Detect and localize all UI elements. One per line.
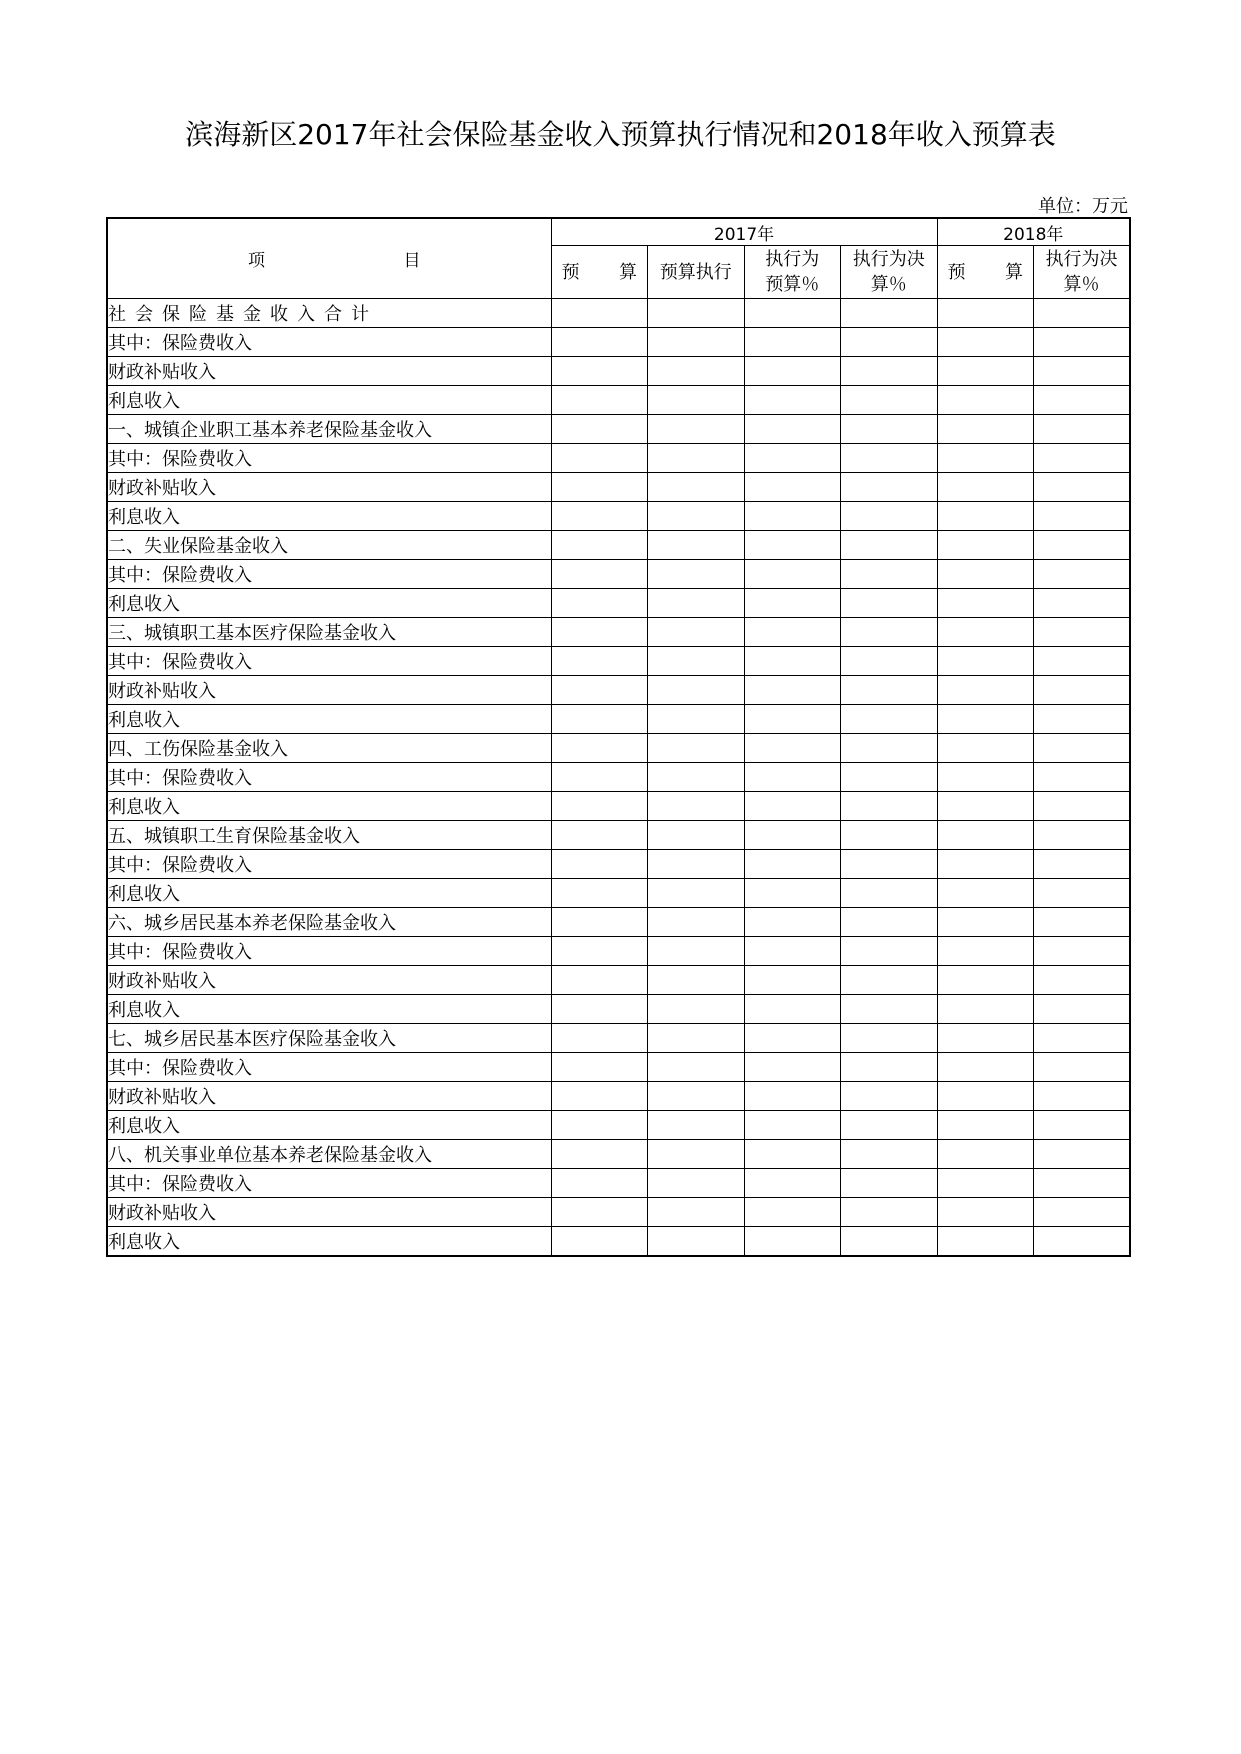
value-cell — [937, 879, 1034, 908]
value-cell — [1034, 1227, 1131, 1256]
row-label: 其中：保险费收入 — [107, 850, 551, 879]
row-label: 其中：保险费收入 — [107, 763, 551, 792]
row-label: 六、城乡居民基本养老保险基金收入 — [107, 908, 551, 937]
table-row — [107, 676, 1130, 705]
value-cell — [937, 618, 1034, 647]
value-cell — [551, 531, 648, 560]
row-label: 社会保险基金收入合计 — [107, 299, 551, 328]
value-cell — [551, 879, 648, 908]
value-cell — [1034, 908, 1131, 937]
value-cell — [744, 357, 841, 386]
value-cell — [744, 1053, 841, 1082]
table-row — [107, 531, 1130, 560]
value-cell — [744, 792, 841, 821]
value-cell — [937, 908, 1034, 937]
value-cell — [841, 647, 938, 676]
row-label: 其中：保险费收入 — [107, 560, 551, 589]
value-cell — [841, 1053, 938, 1082]
value-cell — [1034, 357, 1131, 386]
value-cell — [841, 879, 938, 908]
value-cell — [551, 676, 648, 705]
row-label: 五、城镇职工生育保险基金收入 — [107, 821, 551, 850]
value-cell — [744, 1082, 841, 1111]
header-2017-pct-budget-b: 预算％ — [765, 274, 820, 295]
value-cell — [648, 879, 745, 908]
value-cell — [937, 1024, 1034, 1053]
value-cell — [841, 415, 938, 444]
page-title: 滨海新区2017年社会保险基金收入预算执行情况和2018年收入预算表 — [185, 118, 1056, 151]
header-2017-pct-final-b: 算％ — [870, 274, 907, 295]
value-cell — [648, 647, 745, 676]
value-cell — [551, 502, 648, 531]
row-label: 其中：保险费收入 — [107, 647, 551, 676]
value-cell — [841, 444, 938, 473]
value-cell — [551, 473, 648, 502]
table-row — [107, 1082, 1130, 1111]
value-cell — [744, 734, 841, 763]
value-cell — [841, 473, 938, 502]
value-cell — [648, 1053, 745, 1082]
value-cell — [648, 995, 745, 1024]
row-label: 八、机关事业单位基本养老保险基金收入 — [107, 1140, 551, 1169]
header-2017-pct-budget-a: 执行为 — [765, 249, 820, 270]
value-cell — [648, 386, 745, 415]
table-row — [107, 1111, 1130, 1140]
table-body — [107, 299, 1130, 1256]
row-label: 利息收入 — [107, 386, 551, 415]
value-cell — [841, 676, 938, 705]
value-cell — [744, 328, 841, 357]
value-cell — [937, 792, 1034, 821]
value-cell — [648, 850, 745, 879]
value-cell — [1034, 444, 1131, 473]
value-cell — [841, 1198, 938, 1227]
value-cell — [551, 618, 648, 647]
value-cell — [648, 792, 745, 821]
table-row — [107, 734, 1130, 763]
value-cell — [841, 792, 938, 821]
value-cell — [551, 299, 648, 328]
value-cell — [841, 1140, 938, 1169]
value-cell — [937, 966, 1034, 995]
value-cell — [1034, 937, 1131, 966]
value-cell — [841, 589, 938, 618]
header-item — [107, 218, 551, 299]
row-label: 一、城镇企业职工基本养老保险基金收入 — [107, 415, 551, 444]
value-cell — [744, 705, 841, 734]
value-cell — [744, 560, 841, 589]
value-cell — [937, 357, 1034, 386]
value-cell — [744, 937, 841, 966]
value-cell — [841, 995, 938, 1024]
value-cell — [744, 444, 841, 473]
row-label: 二、失业保险基金收入 — [107, 531, 551, 560]
value-cell — [1034, 1198, 1131, 1227]
row-label: 利息收入 — [107, 1111, 551, 1140]
value-cell — [744, 618, 841, 647]
value-cell — [1034, 618, 1131, 647]
row-label: 利息收入 — [107, 502, 551, 531]
row-label: 财政补贴收入 — [107, 473, 551, 502]
row-label: 其中：保险费收入 — [107, 1053, 551, 1082]
table-row — [107, 444, 1130, 473]
value-cell — [1034, 647, 1131, 676]
value-cell — [937, 1227, 1034, 1256]
value-cell — [648, 1082, 745, 1111]
value-cell — [551, 705, 648, 734]
value-cell — [841, 1111, 938, 1140]
value-cell — [744, 531, 841, 560]
table-row — [107, 705, 1130, 734]
value-cell — [1034, 763, 1131, 792]
value-cell — [744, 966, 841, 995]
header-2017-budget-b: 算 — [619, 261, 637, 283]
value-cell — [744, 995, 841, 1024]
value-cell — [841, 502, 938, 531]
value-cell — [551, 850, 648, 879]
value-cell — [841, 821, 938, 850]
value-cell — [1034, 299, 1131, 328]
value-cell — [1034, 705, 1131, 734]
value-cell — [551, 1111, 648, 1140]
value-cell — [841, 386, 938, 415]
value-cell — [551, 415, 648, 444]
value-cell — [551, 995, 648, 1024]
value-cell — [1034, 1140, 1131, 1169]
row-label: 三、城镇职工基本医疗保险基金收入 — [107, 618, 551, 647]
value-cell — [648, 705, 745, 734]
value-cell — [1034, 589, 1131, 618]
value-cell — [1034, 995, 1131, 1024]
row-label: 财政补贴收入 — [107, 966, 551, 995]
value-cell — [744, 1227, 841, 1256]
value-cell — [551, 1082, 648, 1111]
table-row — [107, 1024, 1130, 1053]
value-cell — [1034, 1024, 1131, 1053]
value-cell — [648, 1169, 745, 1198]
value-cell — [1034, 502, 1131, 531]
header-2018-budget-b: 算 — [1005, 261, 1024, 283]
value-cell — [551, 1140, 648, 1169]
table-row — [107, 1169, 1130, 1198]
header-2018-pct-final-b: 算％ — [1063, 274, 1100, 295]
row-label: 财政补贴收入 — [107, 1198, 551, 1227]
header-year-2017: 2017年 — [551, 218, 937, 246]
header-item-a: 项 — [248, 251, 265, 271]
row-label: 其中：保险费收入 — [107, 444, 551, 473]
value-cell — [648, 299, 745, 328]
table-row — [107, 560, 1130, 589]
row-label: 其中：保险费收入 — [107, 328, 551, 357]
value-cell — [1034, 1169, 1131, 1198]
table-row — [107, 763, 1130, 792]
unit-label: 单位：万元 — [1038, 196, 1128, 217]
value-cell — [937, 647, 1034, 676]
value-cell — [744, 386, 841, 415]
value-cell — [744, 908, 841, 937]
header-2017-budget-a: 预 — [561, 261, 580, 283]
value-cell — [1034, 850, 1131, 879]
value-cell — [744, 1169, 841, 1198]
value-cell — [648, 966, 745, 995]
header-2017-execution: 预算执行 — [648, 246, 745, 299]
value-cell — [841, 705, 938, 734]
value-cell — [744, 589, 841, 618]
value-cell — [551, 1198, 648, 1227]
table-row — [107, 502, 1130, 531]
value-cell — [744, 763, 841, 792]
value-cell — [551, 560, 648, 589]
row-label: 利息收入 — [107, 879, 551, 908]
value-cell — [744, 299, 841, 328]
value-cell — [648, 1111, 745, 1140]
header-2017-pct-budget — [744, 246, 841, 299]
value-cell — [937, 1082, 1034, 1111]
value-cell — [937, 1169, 1034, 1198]
value-cell — [841, 1169, 938, 1198]
value-cell — [551, 821, 648, 850]
table-row — [107, 792, 1130, 821]
value-cell — [648, 1024, 745, 1053]
value-cell — [841, 734, 938, 763]
table-row — [107, 299, 1130, 328]
value-cell — [841, 618, 938, 647]
value-cell — [551, 357, 648, 386]
value-cell — [551, 1169, 648, 1198]
header-2018-pct-final — [1034, 246, 1131, 299]
value-cell — [744, 415, 841, 444]
value-cell — [841, 328, 938, 357]
row-label: 七、城乡居民基本医疗保险基金收入 — [107, 1024, 551, 1053]
row-label: 利息收入 — [107, 705, 551, 734]
table-row — [107, 908, 1130, 937]
value-cell — [841, 1227, 938, 1256]
table-row — [107, 1198, 1130, 1227]
value-cell — [744, 879, 841, 908]
value-cell — [648, 415, 745, 444]
value-cell — [551, 328, 648, 357]
table-row — [107, 1140, 1130, 1169]
value-cell — [937, 1198, 1034, 1227]
value-cell — [551, 734, 648, 763]
value-cell — [648, 357, 745, 386]
value-cell — [937, 299, 1034, 328]
header-2018-budget — [937, 246, 1034, 299]
value-cell — [937, 444, 1034, 473]
value-cell — [551, 386, 648, 415]
value-cell — [1034, 1053, 1131, 1082]
header-item-b: 目 — [403, 251, 421, 271]
value-cell — [937, 705, 1034, 734]
table-row — [107, 647, 1130, 676]
table-row — [107, 879, 1130, 908]
value-cell — [937, 763, 1034, 792]
value-cell — [648, 1140, 745, 1169]
value-cell — [841, 966, 938, 995]
value-cell — [937, 531, 1034, 560]
row-label: 利息收入 — [107, 995, 551, 1024]
value-cell — [551, 589, 648, 618]
value-cell — [648, 618, 745, 647]
value-cell — [1034, 531, 1131, 560]
value-cell — [648, 763, 745, 792]
value-cell — [841, 937, 938, 966]
row-label: 财政补贴收入 — [107, 676, 551, 705]
value-cell — [937, 734, 1034, 763]
budget-table — [106, 217, 1131, 1257]
value-cell — [1034, 792, 1131, 821]
value-cell — [744, 676, 841, 705]
value-cell — [1034, 560, 1131, 589]
value-cell — [551, 1053, 648, 1082]
header-2017-budget — [551, 246, 648, 299]
table-row — [107, 821, 1130, 850]
row-label: 利息收入 — [107, 792, 551, 821]
value-cell — [1034, 821, 1131, 850]
value-cell — [841, 1024, 938, 1053]
row-label: 利息收入 — [107, 589, 551, 618]
value-cell — [1034, 386, 1131, 415]
value-cell — [648, 502, 745, 531]
value-cell — [551, 647, 648, 676]
row-label: 利息收入 — [107, 1227, 551, 1256]
value-cell — [744, 502, 841, 531]
value-cell — [937, 821, 1034, 850]
table-row — [107, 328, 1130, 357]
value-cell — [841, 850, 938, 879]
value-cell — [744, 850, 841, 879]
value-cell — [1034, 328, 1131, 357]
value-cell — [937, 676, 1034, 705]
value-cell — [744, 1024, 841, 1053]
value-cell — [648, 908, 745, 937]
value-cell — [648, 676, 745, 705]
value-cell — [1034, 1111, 1131, 1140]
table-row — [107, 937, 1130, 966]
value-cell — [937, 415, 1034, 444]
row-label: 财政补贴收入 — [107, 1082, 551, 1111]
value-cell — [841, 1082, 938, 1111]
header-row-years — [107, 218, 1130, 246]
value-cell — [841, 299, 938, 328]
value-cell — [1034, 473, 1131, 502]
value-cell — [937, 995, 1034, 1024]
value-cell — [937, 1140, 1034, 1169]
value-cell — [937, 328, 1034, 357]
value-cell — [841, 531, 938, 560]
value-cell — [551, 966, 648, 995]
value-cell — [648, 589, 745, 618]
value-cell — [937, 473, 1034, 502]
value-cell — [648, 473, 745, 502]
value-cell — [1034, 415, 1131, 444]
table-row — [107, 1053, 1130, 1082]
row-label: 四、工伤保险基金收入 — [107, 734, 551, 763]
value-cell — [648, 531, 745, 560]
value-cell — [648, 444, 745, 473]
value-cell — [1034, 734, 1131, 763]
table-row — [107, 386, 1130, 415]
row-label: 其中：保险费收入 — [107, 1169, 551, 1198]
table-row — [107, 966, 1130, 995]
header-year-2018: 2018年 — [937, 218, 1130, 246]
value-cell — [551, 444, 648, 473]
table-row — [107, 618, 1130, 647]
table-row — [107, 850, 1130, 879]
table-row — [107, 995, 1130, 1024]
value-cell — [744, 1198, 841, 1227]
value-cell — [937, 589, 1034, 618]
value-cell — [551, 908, 648, 937]
value-cell — [551, 763, 648, 792]
value-cell — [937, 386, 1034, 415]
header-2018-pct-final-a: 执行为决 — [1045, 249, 1118, 270]
value-cell — [1034, 676, 1131, 705]
value-cell — [551, 1024, 648, 1053]
value-cell — [841, 357, 938, 386]
header-2017-pct-final — [841, 246, 938, 299]
value-cell — [648, 734, 745, 763]
table-row — [107, 415, 1130, 444]
value-cell — [744, 821, 841, 850]
table-row — [107, 1227, 1130, 1256]
value-cell — [937, 937, 1034, 966]
value-cell — [841, 560, 938, 589]
value-cell — [937, 502, 1034, 531]
value-cell — [648, 328, 745, 357]
value-cell — [648, 560, 745, 589]
row-label: 其中：保险费收入 — [107, 937, 551, 966]
value-cell — [1034, 1082, 1131, 1111]
value-cell — [1034, 966, 1131, 995]
table-row — [107, 589, 1130, 618]
value-cell — [551, 792, 648, 821]
value-cell — [648, 937, 745, 966]
table-row — [107, 357, 1130, 386]
header-2018-budget-a: 预 — [947, 261, 966, 283]
value-cell — [937, 1111, 1034, 1140]
value-cell — [744, 647, 841, 676]
value-cell — [744, 1140, 841, 1169]
table-row — [107, 473, 1130, 502]
value-cell — [744, 1111, 841, 1140]
header-2017-pct-final-a: 执行为决 — [852, 249, 925, 270]
value-cell — [841, 763, 938, 792]
value-cell — [551, 1227, 648, 1256]
value-cell — [1034, 879, 1131, 908]
value-cell — [551, 937, 648, 966]
row-label: 财政补贴收入 — [107, 357, 551, 386]
value-cell — [937, 1053, 1034, 1082]
value-cell — [937, 850, 1034, 879]
value-cell — [648, 821, 745, 850]
value-cell — [648, 1198, 745, 1227]
value-cell — [648, 1227, 745, 1256]
value-cell — [841, 908, 938, 937]
value-cell — [937, 560, 1034, 589]
value-cell — [744, 473, 841, 502]
